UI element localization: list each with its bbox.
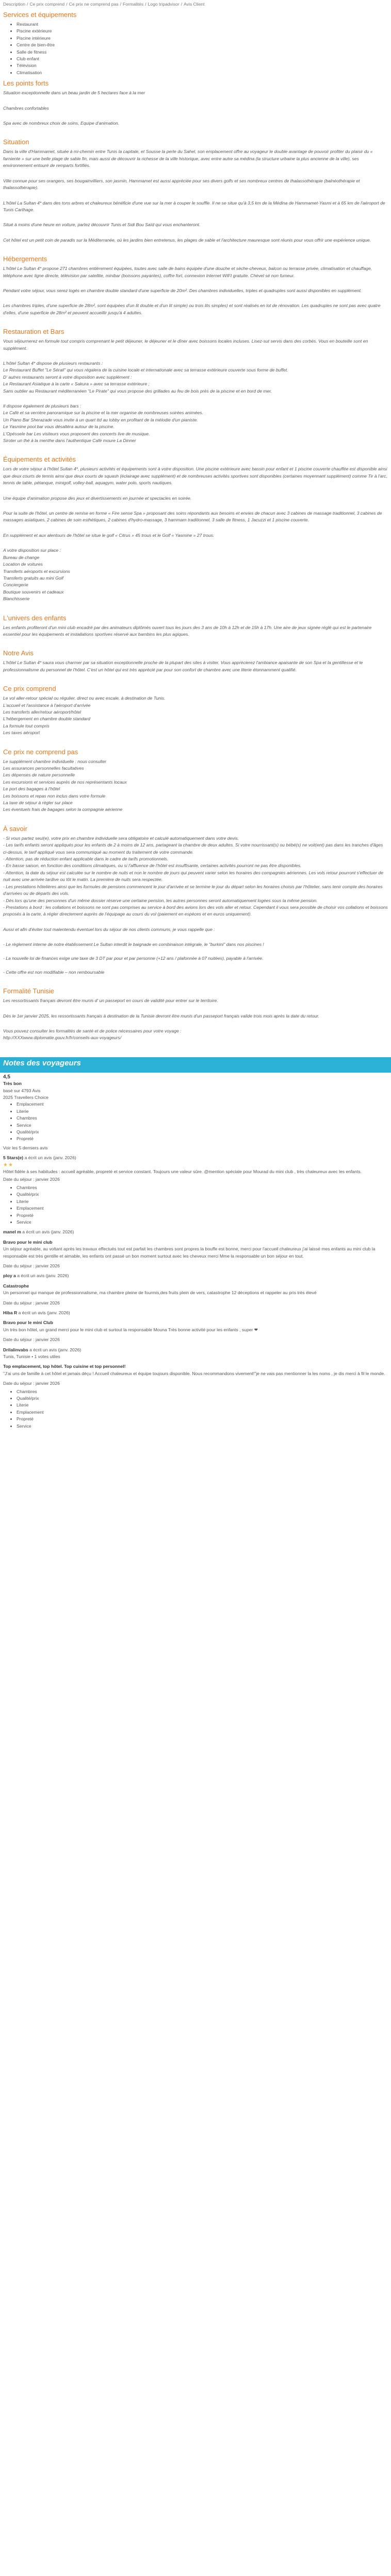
spacer [3, 1022, 388, 1028]
spacer [3, 1044, 388, 1050]
rating-criterion: • Service [17, 1122, 388, 1129]
rating-criterion: • Propreté [17, 1136, 388, 1142]
rating-word: Très bon [3, 1081, 22, 1087]
review-date: a écrit un avis (janv. 2026) [17, 1273, 69, 1279]
section-paragraph: Les enfants profiteront d'un mini club encadré par des animateurs diplômés ouvert tous les jours des 3 ans de 10h à 12h et de 15h à 17h. Une aire de jeux signée réglé qui est le partenaire essentiel pour les équipements et installations sportives réservé aux bambins les plus agiques. [3, 624, 373, 637]
rating-award: 2025 Travellers Choice [3, 1095, 48, 1100]
section-paragraph: En supplément et aux alentours de l'hôtel se situe le golf « Citrus » 45 trous et le Golf « Yasmine » 27 trous. [3, 532, 215, 538]
tab-separator: / [181, 2, 183, 7]
spacer [3, 194, 388, 200]
section-paragraph: Situé à moins d'une heure en voiture, partez découvrir Tunis et Sidi Bou Saïd qui vous enchanteront. [3, 222, 201, 228]
review-header [3, 1347, 388, 1353]
spacer [3, 99, 388, 105]
content-sections [3, 11, 388, 1050]
spacer [3, 114, 388, 120]
section-paragraph: Les chambres triples, d'une superficie de 28m², sont équipées d'un lit double et d'un lit simple) ou trois lits simples) et sont réalisés en lot de rénovation. Les quadruples ne sont pas avec quatre d'elles, d'une superficie de 28m² et peuvent accueillir jusqu'à 4 adultes. [3, 303, 382, 315]
section-title: Hébergements [3, 255, 47, 263]
section-title: Services et équipements [3, 11, 77, 19]
section-paragraph: - Si vous partez seul(e), votre prix en chambre individuelle sera obligatoire et calculé automatiquement dans votre devis. - Les tarifs enfants seront appliqués pour les enfants de 2 à moins de 12 ans, partageant la chambre de deux adultes. Si votre nourrissant(s) ou bébé(s) ne voit(ent) pas dans les tranches d'âges ci-dessus, le tarif appliqué vous sera communiqué au moment du traitement de votre commande. - Attention, pas de réduction enfant applicable dans le cadre de tarifs promotionnels. - En basse saison, en fonction des conditions climatiques, ou si l'affluence de l'hôtel est insuffisante, certaines activités pourront ne pas être disponibles. - Attention, la date du séjour est calculée sur le nombre de nuits et non le nombre de jours qui peuvent varier selon les horaires des compagnies aériennes. Les vols retour pourront s'effectuer de nuit avec une arrivée tardive ou tôt le matin. La première de nuits sera respectée. - Les prestations hôtelières ainsi que les formules de pensions commencent le jour d'arrivée et se termine le jour du départ selon les horaires choisis par l'hôtelier, sans tenir compte des horaires d'arrivées ou de départs des vols. - Dès lors qu'une des personnes d'un même dossier réserve une certaine pension, les autres personnes seront automatiquement logées sous la même pension. - Prestations à bord : les collations et boissons ne sont pas comprises au service à bord des avions lors des vols aller et retour. Cependant il vous sera possible de choisir vos collations et boissons proposés à la carte, à régler directement auprès de l'équipage au cours du vol (paiement en espèces et en euros uniquement). [3, 835, 388, 917]
review-stay-date: Date du séjour : janvier 2026 [3, 1337, 60, 1343]
spacer [3, 397, 388, 403]
spacer [3, 231, 388, 237]
review-criterion: • Emplacement [17, 1205, 388, 1212]
spacer [3, 318, 388, 325]
section-title: Formalité Tunisie [3, 987, 54, 995]
spacer [3, 489, 388, 495]
spacer [3, 215, 388, 222]
spacer [3, 675, 388, 682]
spacer [3, 504, 388, 510]
review-title: Catastrophe [3, 1283, 29, 1289]
section-paragraph: Le supplément chambre individuelle : nous consulter Les assurances personnelles facultatives Les dépenses de nature personnelle Les excursions et services auprès de nos représentants locaux Le port des bagages à l'hôtel Les boissons et repas non inclus dans votre formule La taxe de séjour à régler sur place Les éventuels frais de bagages selon la compagnie aérienne [3, 758, 127, 812]
review-stay-date: Date du séjour : janvier 2026 [3, 1263, 60, 1268]
section-paragraph: Les ressortissants français devront être munis d' un passeport en cours de validité pour entrer sur le territoire. [3, 998, 218, 1004]
tab-1[interactable]: Ce prix comprend [29, 2, 65, 7]
spacer [3, 129, 388, 135]
section-title: Restauration et Bars [3, 328, 64, 336]
review-body: Un personnel qui manque de professionnalisme, ma chambre pleine de fourmis,des fruits plein de vers, catastrophe 12 déceptions et rappeler au pris très élevé [3, 1290, 317, 1296]
spacer [3, 739, 388, 745]
spacer [3, 541, 388, 547]
section-paragraph: Dans la ville d'Hammamet, située à mi-chemin entre Tunis la capitale, et Sousse la perle du Sahel, son emplacement offre au voyageur le double avantage de pouvoir profiter du plaisir du « farniente » sur une belle plage de sable fin, mais aussi de découvrir la richesse de la ville historique, avec entre autre sa médina (la structure urbaine la plus ancienne de la ville), ses environnement entouré de remparts fortifiés. [3, 149, 374, 168]
traveler-notes-header: Notes des voyageurs [0, 1057, 391, 1073]
review-date: a écrit un avis (janv. 2026) [24, 1155, 76, 1161]
review-criterion: • Qualité/prix [17, 1191, 388, 1198]
tab-3[interactable]: Formalités [123, 2, 144, 7]
section-paragraph: L'hôtel La Sultan 4* dans des tons arbres et chaleureux bénéficie d'une vue sur la mer à couper le souffle. Il ne se situe qu'à 3,5 km de la Médina de Hammamet-Yasmi et à 65 km de l'aéroport de Tunis Carthage. [3, 200, 387, 212]
rating-criteria-list [3, 1101, 388, 1142]
tab-bar [3, 0, 388, 8]
review-criterion: • Service [17, 1423, 388, 1430]
section-paragraph: Le vol aller-retour spécial ou régulier, direct ou avec escale, à destination de Tunis. L'accueil et l'assistance à l'aéroport d'arrivée Les transferts aller/retour aéroport/hôtel L'hébergement en chambre double standard La formule tout compris Les taxes aéroport [3, 696, 166, 736]
rating-criterion: • Chambres [17, 1115, 388, 1122]
review-criterion: • Literie [17, 1402, 388, 1409]
review-date: a écrit un avis (janv. 2026) [22, 1229, 74, 1235]
review-criterion: • Emplacement [17, 1409, 388, 1416]
spacer [3, 920, 388, 926]
section-title: À savoir [3, 824, 27, 833]
spacer [3, 640, 388, 646]
review-criteria-list [3, 1388, 388, 1430]
review-title: Top emplacement, top hôtel. Top cuisine et top personnel! [3, 1364, 126, 1369]
tab-4[interactable]: Logo tripadvisor [148, 2, 180, 7]
review-criteria-list [3, 1184, 388, 1226]
section-title: Équipements et activités [3, 455, 76, 464]
list-item: • Centre de bien-être [17, 42, 388, 48]
review-author[interactable]: Drilalinvabs [3, 1347, 28, 1352]
review-author[interactable]: manel m [3, 1229, 21, 1235]
section-paragraph: L'hôtel Le Sultan 4* propose 271 chambres entièrement équipées, toutes avec salle de bains équipée d'une douche et sèche-cheveux, balcon ou terrasse privée, climatisation et chauffage, téléphone avec ligne directe, télévision par satellite, minibar (boissons payantes), coffre fort, connexion Internet WIFI gratuite. Chèvel sé non fumeur. [3, 266, 373, 278]
list-item: • Restaurant [17, 21, 388, 28]
review-author[interactable]: 5 Stars(e) [3, 1155, 24, 1161]
tab-separator: / [120, 2, 122, 7]
review-stars-icon: ★★ [3, 1162, 13, 1168]
section-title: Situation [3, 138, 29, 146]
review-criterion: • Chambres [17, 1388, 388, 1395]
rating-score: 4,5 [3, 1074, 10, 1080]
list-item: • Piscine intérieure [17, 35, 388, 42]
review-author[interactable]: Hiba R [3, 1310, 18, 1315]
spacer [3, 296, 388, 302]
see-last-reviews-link[interactable]: Voir les 5 derniers avis [3, 1145, 48, 1150]
tab-0[interactable]: Description [3, 2, 25, 7]
review-criterion: • Propreté [17, 1212, 388, 1219]
tab-separator: / [145, 2, 146, 7]
spacer [3, 172, 388, 178]
spacer [3, 935, 388, 941]
section-title: L'univers des enfants [3, 614, 67, 622]
section-paragraph: Aussi et afin d'éviter tout malentendu éventuel lors du séjour de nos clients communs, je vous rappelle que : [3, 926, 215, 932]
section-title: Ce prix comprend [3, 685, 56, 693]
review-criterion: • Chambres [17, 1184, 388, 1191]
section-paragraph: - Le règlement interne de notre établissement Le Sultan interdit le baignade en combinaison intégrale, le "burkini" dans nos piscines ! - La nouvelle loi de finances exige une taxe de 3 DT par pour et par personne (+12 ans / plafonnée à 07 nuitées), payable à l'arrivée. - Cette offre est non modifiable – non remboursable [3, 942, 264, 975]
tab-separator: / [27, 2, 28, 7]
tab-separator: / [66, 2, 68, 7]
tab-2[interactable]: Ce prix ne comprend pas [69, 2, 119, 7]
review-stay-date: Date du séjour : janvier 2026 [3, 1381, 60, 1386]
spacer [3, 526, 388, 532]
review-body: Tunis, Tunisie • 1 votes utiles [3, 1354, 60, 1359]
rating-criterion: • Emplacement [17, 1101, 388, 1108]
review-stay-date: Date du séjour : janvier 2026 [3, 1300, 60, 1306]
review-body: "J'ai uns de famille à cet hôtel et jamais déçu ! Accueil chaleureux et équipe toujours disponible. Nous recommandons vivement!"je ne vais pas mentionner la les noms , je dis merci à fil le monde. [3, 1370, 385, 1376]
section-title: Ce prix ne comprend pas [3, 748, 78, 756]
section-paragraph: Spa avec de nombreux choix de soins, Equipe d'animation. [3, 121, 120, 126]
review-criterion: • Service [17, 1219, 388, 1226]
list-item: • Club enfant [17, 56, 388, 62]
review-stay-date: Date du séjour : janvier 2026 [3, 1177, 60, 1182]
spacer [3, 446, 388, 452]
review-header [3, 1229, 388, 1235]
spacer [3, 816, 388, 822]
section-paragraph: Pour la suite de l'hôtel, un centre de remise en forme « Fire sense Spa » proposant des soins répondants aux besoins et envies de chacun avec 3 cabines de massage traditionnel, 3 cabines de massages asiatiques, 2 cabines de soin esthétiques, 2 cabines d'hydro-massage, 3 hammam traditionnel, 3 salle de fitness, 1 Jacuzzi et 1 piscine couverte. [3, 511, 383, 523]
section-paragraph: Pendant votre séjour, vous serez logés en chambre double standard d'une superficie de 20m². Des chambres individuelles, triples et quadruples sont aussi disponibles en supplément. [3, 287, 362, 293]
section-paragraph: L'hôtel Le Sultan 4* saura vous charmer par sa situation exceptionnelle proche de la plupart des sites à visiter. Vous apprécierez l'ambiance apaisante de son Spa et la gentillesse et le professionnalisme du personnel de l'hôtel. C'est un hôtel qui est très apprécié par pour son confort de chambre avec une literie étonnamment qualifié. [3, 660, 364, 672]
section-paragraph: Vous séjournerez en formule tout compris comprenant le petit déjeuner, le déjeuner et le dîner avec boissons locales incluses. Lisez-sut servis dans des corbés. Vous en bouteille sont en supplément. [3, 338, 369, 351]
review-criterion: • Qualité/prix [17, 1395, 388, 1402]
list-item: • Télévision [17, 62, 388, 69]
section-paragraph: Une équipe d'animation propose des jeux et divertissements en journée et spectacles en soirée. [3, 495, 192, 501]
review-author[interactable]: ploy a [3, 1273, 16, 1279]
review-date: a écrit un avis (janv. 2026) [29, 1347, 82, 1352]
spacer [3, 1007, 388, 1013]
section-paragraph: A votre disposition sur place : Bureau de change Location de voitures Transferts aéroports et excursions Transferts gratuits au mini Golf Conciergerie Boutique souvenirs et cadeaux Blanchisserie [3, 548, 70, 602]
review-title: Bravo pour le mini club [3, 1239, 53, 1245]
review-header [3, 1310, 388, 1316]
section-paragraph: Dès le 1er janvier 2025, les ressortissants français à destination de la Tunisie devront être munis d'un passeport français valide trois mois après la date du retour. [3, 1013, 320, 1019]
section-paragraph: Lors de votre séjour à l'hôtel Sultan 4*, plusieurs activités et équipements sont à votre disposition. Une piscine extérieure avec bassin pour enfant et 1 piscine couverte chauffée est disponible ainsi que deux courts de tennis ainsi que deux courts de squash (éclairage avec supplément) et de nombreuses activités sportives sont disponibles (certaines moyennant supplément) comme Tir à l'arc, tennis de table, pétanque, minigolf, volley-ball, aquagym, water polo, sports nautiques. [3, 466, 389, 486]
section-paragraph: Vous pouvez consulter les formalités de santé et de police nécessaires pour votre voyage : http://XXXwww.diplomatie.gouv.fr/fr/conseils-aux-voyageurs/ [3, 1028, 182, 1041]
section-paragraph: Chambres confortables [3, 105, 49, 111]
review-criterion: • Propreté [17, 1416, 388, 1422]
review-title: Hôtel fidèle à ses habitudes : accueil agréable, propreté et service constant. Toujours une valeur sûre. @mention spéciale pour Mourad du mini club , très chaleureux avec les enfants. [3, 1169, 362, 1175]
tab-5[interactable]: Avis Client [184, 2, 205, 7]
review-body: Un séjour agréable, au voltant après les travaux effectués tout est parfait les chambres sont propres la bouffe est bonne, merci pour l'accueil chaleureux j'ai laissé mes enfants au mini club la responsable est très gentille et aimable, les enfants ont passé un bon moment surtout avec les cheveux merci Mme la responsable un bon séjour en tout. [3, 1246, 376, 1259]
review-header [3, 1155, 388, 1161]
section-title: Notre Avis [3, 649, 34, 657]
section-title: Les points forts [3, 79, 49, 88]
review-body: Un très bon hôtel, un grand merci pour le mini club et surtout la responsable Mouna Très bonne activité pour les enfants , super ❤ [3, 1327, 258, 1332]
section-paragraph: Situation exceptionnelle dans un beau jardin de 5 hectares face à la mer [3, 90, 145, 96]
list-item: • Piscine extérieure [17, 28, 388, 35]
spacer [3, 605, 388, 611]
review-header [3, 1273, 388, 1279]
spacer [3, 281, 388, 287]
list-item: • Climatisation [17, 70, 388, 76]
review-date: a écrit un avis (janv. 2026) [18, 1310, 70, 1315]
rating-criterion: • Qualité/prix [17, 1129, 388, 1136]
section-paragraph: Cet hôtel est un petit coin de paradis sur la Méditerranée, où les jardins bien entretenus, les plages de sable et l'architecture mauresque sont réunis pour vous offrir une expérience unique. [3, 237, 371, 243]
rating-count: basé sur 4793 Avis [3, 1088, 41, 1093]
section-paragraph: Ville connue pour ses orangers, ses bougainvilliers, son jasmin, Hammamet est aussi appréciée pour ses divers golfs et ses nombreux centres de thalassothérapie (balnéothérapie et thalassothérapie). [3, 178, 361, 191]
section-paragraph: L'hôtel Sultan 4* dispose de plusieurs restaurants : Le Restaurant Buffet "Le Sérail" qui vous régalera de la cuisine locale et internationale avec sa terrasse extérieure couverte sous forme de buffet. D' autres restaurants seront à votre disposition avec supplément : Le Restaurant Asiatique à la carte « Sakura » avec sa terrasse extérieure ; Sans oublier au Restaurant méditerranéen "Le Pirate" qui vous propose des grillades au feu de bois près de la piscine et en bord de mer. [3, 360, 288, 394]
spacer [3, 246, 388, 252]
reviews-list [3, 1155, 388, 1430]
spacer [3, 978, 388, 984]
review-title: Bravo pour le mini Club [3, 1320, 53, 1326]
spacer [3, 354, 388, 360]
rating-criterion: • Literie [17, 1108, 388, 1115]
list-item: • Salle de fitness [17, 49, 388, 56]
section-paragraph: Il dispose également de plusieurs bars : Le Café et sa verrière panoramique sur la piscine et la mer organise de nombreuses soirées animées. Un Piano Bar Sherazade vous invite à un quart ttd au lobby en profitant de la mélodie d'un pianiste. Le Yasmine pool bar vous désaltéra autour de la piscine. L'Opéssele bar Les visiteurs vous proposent des concerts live de musique. Siroter un thé à la menthe dans l'authentique Café moure La Dinner [3, 403, 203, 444]
section-list [3, 21, 388, 76]
review-criterion: • Literie [17, 1198, 388, 1205]
rating-block [3, 1074, 388, 1151]
